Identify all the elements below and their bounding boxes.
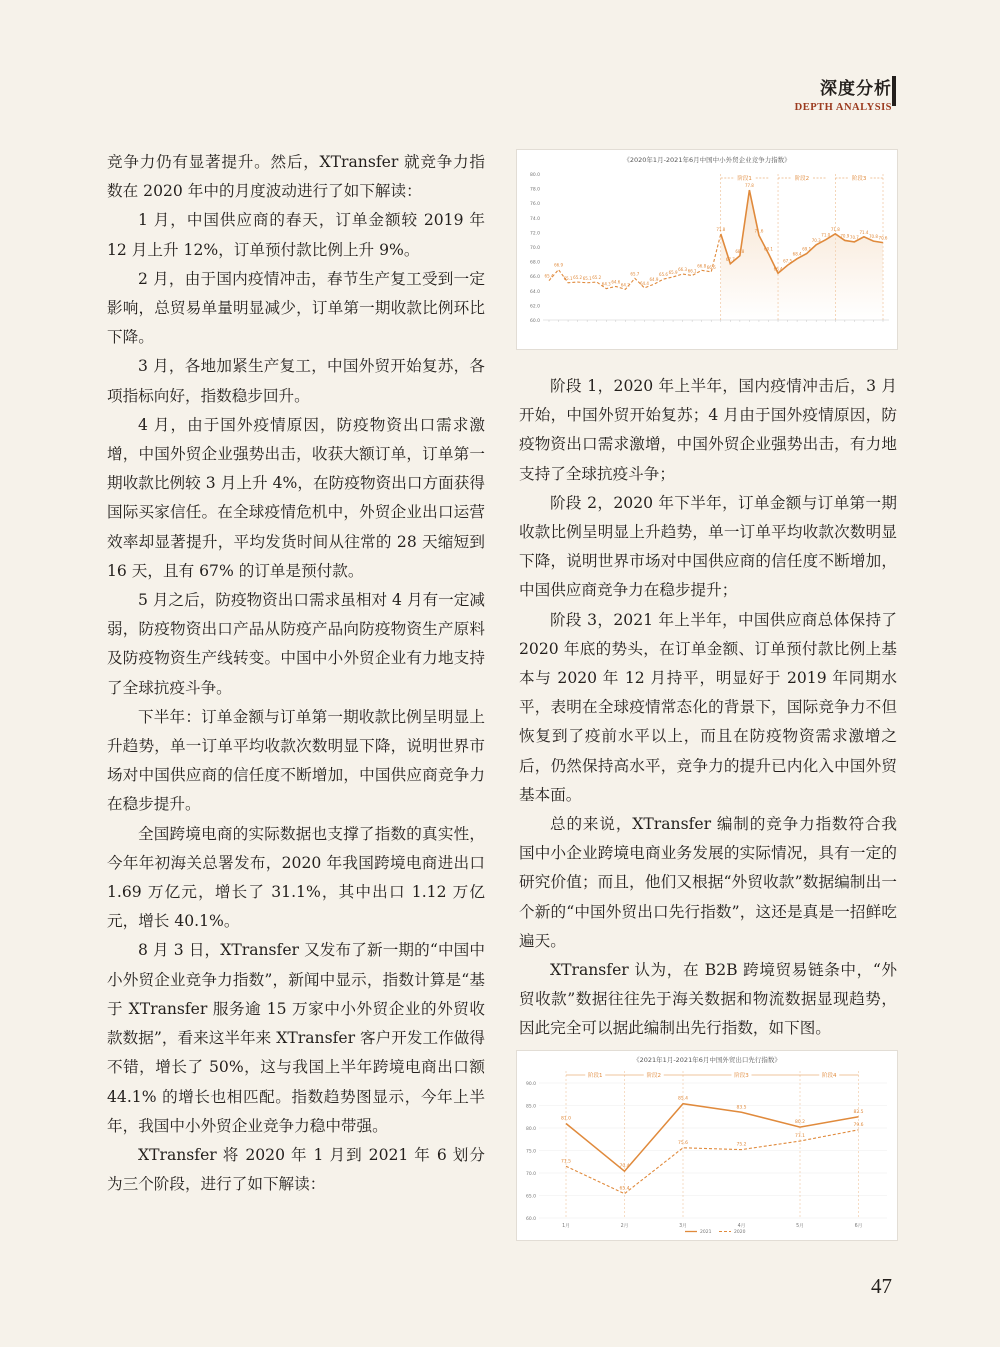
- series-line-2021: [566, 1104, 859, 1172]
- y-tick-label: 85.0: [525, 1104, 536, 1110]
- series-area: [721, 190, 883, 320]
- chart-title: 《2021年1月-2021年6月中国外贸出口先行指数》: [633, 1056, 781, 1064]
- paragraph: 全国跨境电商的实际数据也支撑了指数的真实性，今年年初海关总署发布，2020 年我国跨境电商进出口 1.69 万亿元，增长了 31.1%，其中出口 1.12 万亿元，增长 40.1%。: [107, 824, 485, 931]
- data-label: 65.4: [619, 1186, 630, 1192]
- header-divider: [892, 76, 896, 106]
- data-label: 65.4: [544, 273, 554, 279]
- page-number: 47: [871, 1274, 892, 1298]
- data-label: 65.7: [630, 271, 640, 277]
- data-label: 65.1: [563, 275, 573, 281]
- data-label: 67.7: [725, 256, 735, 262]
- y-tick-label: 64.0: [529, 289, 540, 295]
- stage-label: 阶段3: [734, 1073, 749, 1079]
- stage-label: 阶段2: [646, 1073, 661, 1079]
- y-tick-label: 60.0: [525, 1217, 536, 1222]
- data-label: 64.4: [639, 280, 649, 286]
- data-label: 64.6: [611, 279, 621, 285]
- data-label: 66.8: [697, 263, 707, 269]
- data-label: 83.5: [736, 1105, 747, 1111]
- stage-label: 阶段1: [737, 176, 752, 182]
- y-tick-label: 62.0: [529, 304, 540, 310]
- y-tick-label: 78.0: [529, 187, 540, 193]
- x-tick-label: 1月: [562, 1224, 570, 1229]
- left-column: [107, 148, 485, 1199]
- y-tick-label: 68.0: [529, 260, 540, 266]
- data-label: 70.8: [869, 234, 878, 240]
- data-label: 77.8: [744, 183, 754, 189]
- y-tick-label: 74.0: [529, 216, 540, 222]
- paragraph: 下半年：订单金额与订单第一期收款比例呈明显上升趋势，单一订单平均收款次数明显下降，说明世界市场对中国供应商的信任度不断增加，中国供应商竞争力在稳步提升。: [107, 707, 485, 814]
- paragraph: 4 月，由于国外疫情原因，防疫物资出口需求激增，中国外贸企业强势出击，收获大额订单，订单第一期收款比例较 3 月上升 4%，在防疫物资出口方面获得国际买家信任。在全球疫情危机中，外贸企业出口运营效率却显著提升，平均发货时间从往常的 28 天缩短到 16 天，且有 67% 的订单是预付款。: [107, 415, 485, 580]
- data-label: 66.6: [706, 264, 716, 270]
- data-label: 75.6: [677, 1140, 689, 1146]
- stage-label: 阶段3: [851, 176, 867, 182]
- section-title-en: DEPTH ANALYSIS: [794, 102, 892, 113]
- chart-2-svg: [517, 1051, 897, 1240]
- data-label: 66.1: [687, 268, 697, 274]
- data-label: 66.4: [773, 266, 783, 272]
- data-label: 65.6: [659, 272, 668, 278]
- data-label: 85.4: [677, 1096, 689, 1102]
- data-label: 71.8: [830, 226, 840, 232]
- data-label: 80.2: [794, 1120, 806, 1126]
- x-tick-label: 3月: [679, 1224, 687, 1229]
- y-tick-label: 60.0: [529, 319, 540, 324]
- y-tick-label: 66.0: [529, 275, 540, 281]
- x-tick-label: 2月: [620, 1224, 629, 1229]
- data-label: 82.5: [853, 1109, 864, 1115]
- paragraph: 2 月，由于国内疫情冲击，春节生产复工受到一定影响，总贸易单量明显减少，订单第一期收款比例环比下降。: [107, 269, 485, 347]
- stage-label: 阶段2: [794, 176, 810, 182]
- data-label: 68.8: [735, 248, 745, 254]
- y-tick-label: 75.0: [525, 1149, 536, 1155]
- series-line-dashed: [549, 234, 721, 289]
- paragraph: 阶段 3，2021 年上半年，中国供应商总体保持了 2020 年底的势头，在订单金额、订单预付款比例上基本与 2020 年 12 月持平，明显好于 2019 年同期水平，表明在全球疫情常态化的背景下，国际竞争力不但恢复到了疫前水平以上，而且在防疫物资需求激增之后，仍然保持高水平，竞争力的提升已内化入中国外贸基本面。: [519, 610, 897, 804]
- data-label: 65.2: [592, 275, 602, 281]
- y-tick-label: 72.0: [529, 231, 540, 237]
- y-tick-label: 90.0: [525, 1082, 536, 1087]
- paragraph: XTransfer 认为，在 B2B 跨境贸易链条中，“外贸收款”数据往往先于海关数据和物流数据显现趋势，因此完全可以据此编制出先行指数，如下图。: [519, 961, 897, 1038]
- y-tick-label: 70.0: [529, 246, 540, 251]
- data-label: 65.2: [573, 275, 583, 281]
- data-label: 70.7: [849, 234, 859, 240]
- data-label: 64.2: [620, 282, 630, 288]
- data-label: 65.9: [668, 269, 678, 275]
- data-label: 67.5: [783, 258, 793, 264]
- paragraph: 阶段 2，2020 年下半年，订单金额与订单第一期收款比例呈明显上升趋势，单一订单平均收款次数明显下降，说明世界市场对中国供应商的信任度不断增加，中国供应商竞争力在稳步提升；: [519, 493, 897, 600]
- y-tick-label: 80.0: [529, 173, 540, 178]
- section-title-cn: 深度分析: [820, 79, 892, 99]
- data-label: 70.3: [811, 237, 821, 243]
- data-label: 66.3: [678, 267, 688, 273]
- data-label: 75.2: [736, 1142, 747, 1148]
- y-tick-label: 65.0: [525, 1194, 536, 1200]
- stage-label: 阶段4: [822, 1073, 837, 1079]
- paragraph: 阶段 1，2020 年上半年，国内疫情冲击后，3 月开始，中国外贸开始复苏；4 月由于国外疫情原因，防疫物资出口需求激增，中国外贸企业强势出击，有力地支持了全球抗疫斗争；: [519, 377, 897, 483]
- data-label: 64.9: [649, 277, 659, 283]
- paragraph: 1 月，中国供应商的春天，订单金额较 2019 年 12 月上升 12%，订单预付款比例上升 9%。: [107, 211, 485, 259]
- chart-1-svg: [517, 150, 897, 349]
- paragraph: 8 月 3 日，XTransfer 又发布了新一期的“中国中小外贸企业竞争力指数”，新闻中显示，指数计算是“基于 XTransfer 服务逾 15 万家中小外贸企业的外贸收款数据”，看来这半年来 XTransfer 客户开发工作做得不错，增长了 50%，这与我国上半年跨境电商出口额 44.1% 的增长也相匹配。指数趋势图显示，今年上半年，我国中小外贸企业竞争力稳中带强。: [107, 941, 485, 1135]
- paragraph: 竞争力仍有显著提升。然后，XTransfer 就竞争力指数在 2020 年中的月度波动进行了如下解读：: [107, 153, 485, 201]
- export-leading-index-chart: [516, 1050, 898, 1241]
- y-tick-label: 70.0: [525, 1172, 536, 1177]
- data-label: 69.1: [802, 246, 812, 252]
- data-label: 79.6: [853, 1122, 864, 1128]
- data-label: 71.5: [560, 1159, 572, 1165]
- x-tick-label: 6月: [854, 1224, 863, 1229]
- data-label: 70.4: [619, 1164, 630, 1170]
- data-label: 71.6: [754, 228, 764, 234]
- data-label: 77.1: [794, 1134, 806, 1140]
- data-label: 81.0: [560, 1116, 572, 1122]
- data-label: 64.3: [601, 281, 611, 287]
- data-label: 69.1: [764, 246, 773, 252]
- section-header: [795, 74, 892, 113]
- data-label: 65.1: [582, 275, 592, 281]
- data-label: 71.8: [716, 226, 726, 232]
- x-tick-label: 4月: [737, 1224, 746, 1229]
- right-column: [519, 372, 897, 1044]
- data-label: 70.9: [840, 233, 850, 239]
- y-tick-label: 80.0: [525, 1127, 536, 1132]
- paragraph: 总的来说，XTransfer 编制的竞争力指数符合我国中小企业跨境电商业务发展的实际情况，具有一定的研究价值；而且，他们又根据“外贸收款”数据编制出一个新的“中国外贸出口先行指数”，这还是真是一招鲜吃遍天。: [519, 815, 897, 950]
- chart-title: 《2020年1月-2021年6月中国中小外贸企业竞争力指数》: [623, 156, 791, 164]
- competitiveness-index-chart: [516, 149, 898, 350]
- data-label: 71.0: [821, 232, 831, 238]
- data-label: 68.4: [792, 251, 802, 257]
- paragraph: 5 月之后，防疫物资出口需求虽相对 4 月有一定减弱，防疫物资出口产品从防疫产品向防疫物资生产原料及防疫物资生产线转变。中国中小外贸企业有力地支持了全球抗疫斗争。: [107, 591, 485, 697]
- y-tick-label: 76.0: [529, 202, 540, 208]
- data-label: 71.4: [859, 229, 869, 235]
- series-line-2020: [566, 1130, 859, 1194]
- paragraph: XTransfer 将 2020 年 1 月到 2021 年 6 划分为三个阶段，进行了如下解读：: [107, 1145, 485, 1194]
- data-label: 66.9: [554, 262, 563, 268]
- legend-label: 2021: [700, 1230, 712, 1235]
- x-tick-label: 5月: [796, 1224, 804, 1229]
- paragraph: 3 月，各地加紧生产复工，中国外贸开始复苏，各项指标向好，指数稳步回升。: [107, 357, 485, 405]
- legend-label: 2020: [734, 1230, 746, 1235]
- stage-label: 阶段1: [588, 1073, 603, 1079]
- data-label: 70.6: [878, 235, 888, 241]
